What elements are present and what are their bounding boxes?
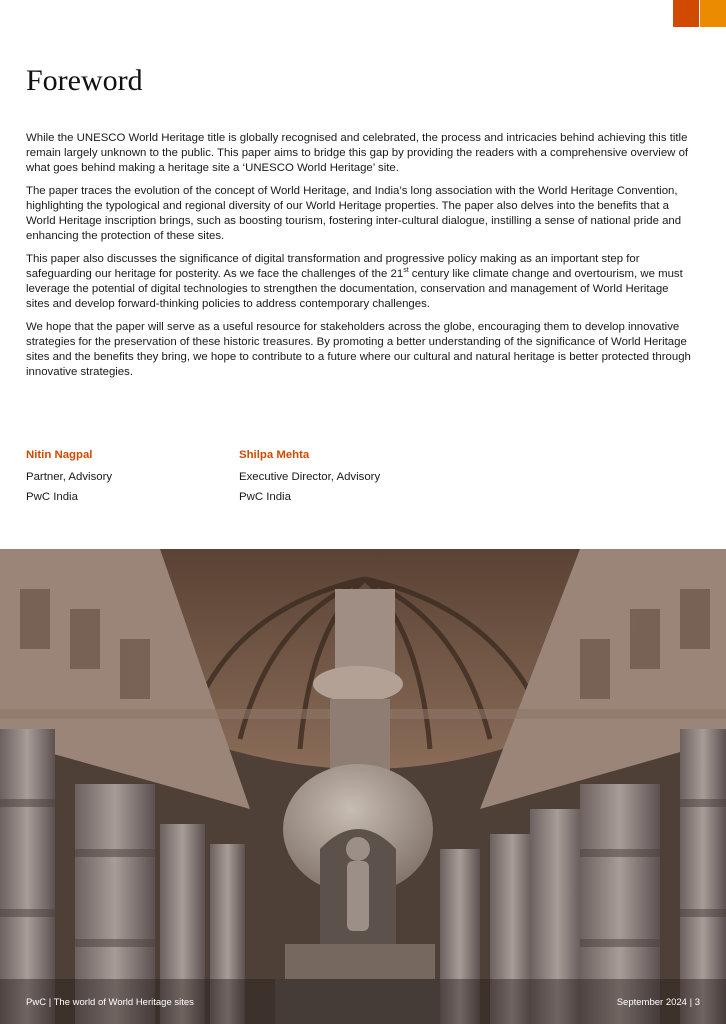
- ordinal-suffix: st: [403, 267, 409, 275]
- paragraph-3-part-2: century like climate change and overtourism, we must leverage the potential of digital technologies to strengthen the documentation, conservation and management of World Heritage sites and develop forward-thinking policies to address contemporary challenges.: [26, 268, 683, 310]
- footer-left: PwC | The world of World Heritage sites: [26, 997, 194, 1008]
- cave-temple-illustration: [0, 549, 726, 1024]
- paragraph-3: [26, 252, 694, 312]
- signatory-role: Executive Director, Advisory: [239, 471, 381, 483]
- signatory-org: PwC India: [239, 491, 291, 503]
- signatory-name: Nitin Nagpal: [26, 449, 93, 461]
- signatory-2: [239, 449, 380, 511]
- page-title: Foreword: [26, 64, 143, 97]
- foreword-body: [26, 131, 694, 388]
- brand-bar-dark: [673, 0, 699, 27]
- paragraph-1: While the UNESCO World Heritage title is globally recognised and celebrated, the process and intricacies behind achieving this title remain largely unknown to the public. This paper aims to bridge this gap by providing the readers with a comprehensive overview of what goes behind making a heritage site a ‘UNESCO World Heritage’ site.: [26, 132, 689, 174]
- footer-page-info: September 2024 | 3: [616, 997, 700, 1008]
- paragraph-2: The paper traces the evolution of the concept of World Heritage, and India’s long association with the World Heritage Convention, highlighting the typological and regional diversity of our World Heritage properties. The paper also delves into the benefits that a World Heritage inscription brings, such as boosting tourism, fostering inter-cultural dialogue, instilling a sense of national pride and enhancing the protection of these sites.: [26, 185, 682, 242]
- cave-temple-photo: [0, 549, 726, 1024]
- paragraph-3-part-1: This paper also discusses the significance of digital transformation and progressive policy making as an important step for safeguarding our heritage for posterity. As we face the challenges of the 21: [26, 253, 640, 280]
- signatory-1: [26, 449, 112, 511]
- signatory-name: Shilpa Mehta: [239, 449, 310, 461]
- brand-bar-light: [700, 0, 726, 27]
- signatory-role: Partner, Advisory: [26, 471, 113, 483]
- paragraph-4: We hope that the paper will serve as a useful resource for stakeholders across the globe, encouraging them to develop innovative strategies for the preservation of these historic treasures. By promoting a better understanding of the significance of World Heritage sites and the benefits they bring, we hope to contribute to a future where our cultural and natural heritage is better protected through innovative strategies.: [26, 321, 691, 378]
- signatory-org: PwC India: [26, 491, 78, 503]
